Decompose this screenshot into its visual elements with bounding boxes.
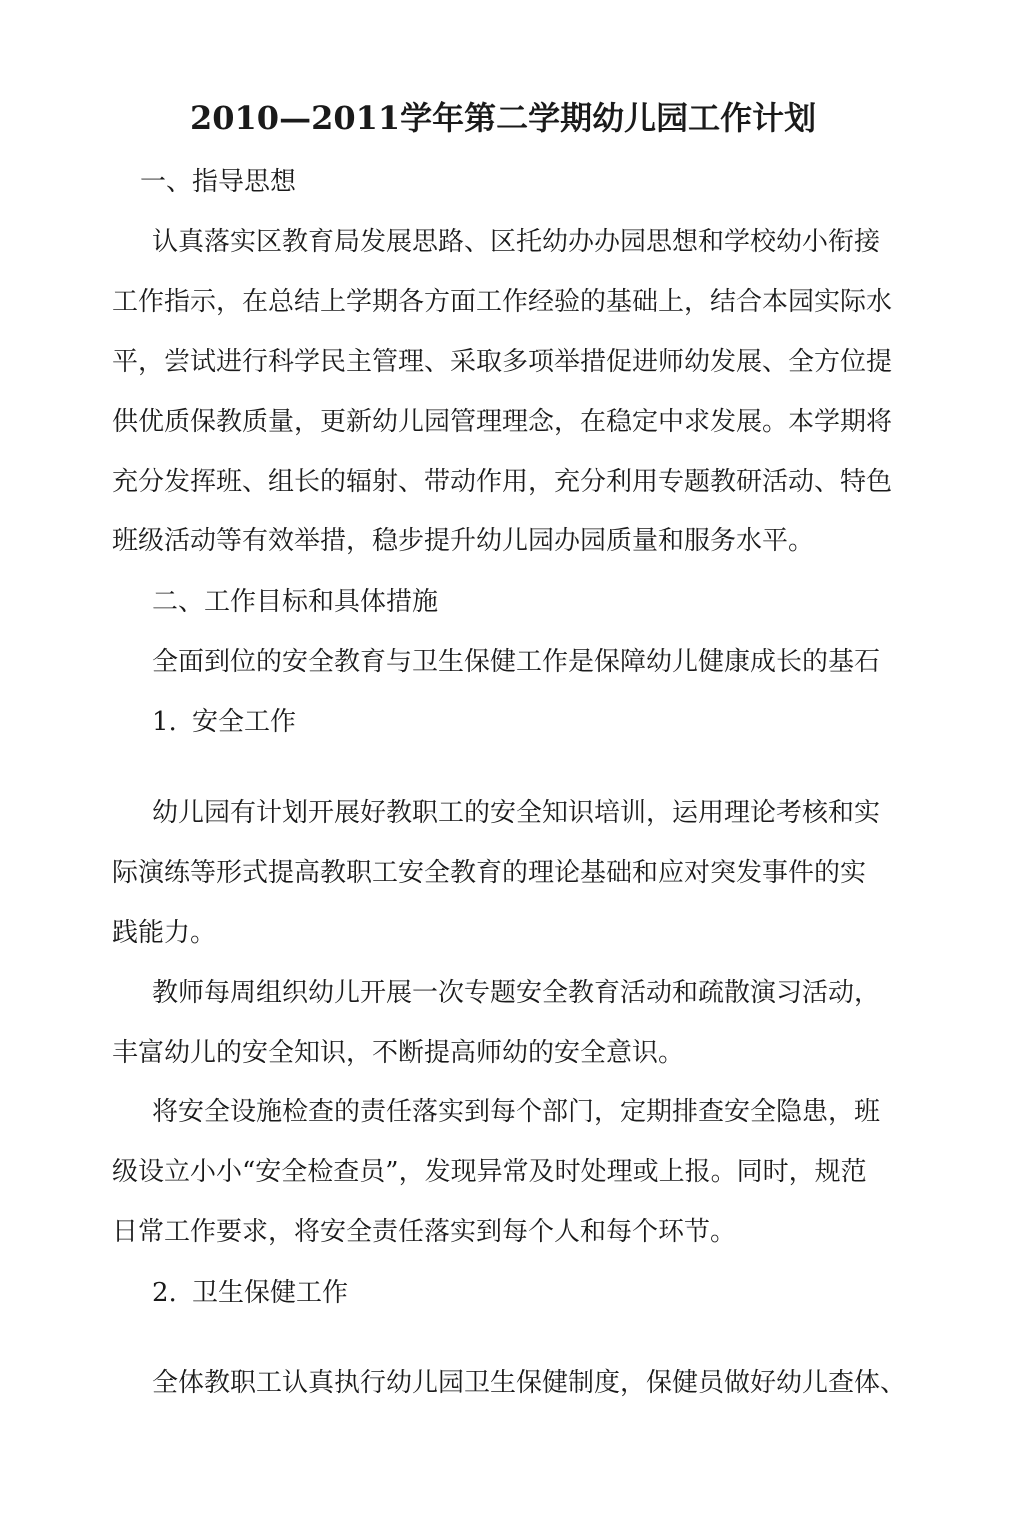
subsection-heading-hygiene: 卫生保健工作	[192, 1278, 349, 1308]
paragraph-line: 将安全设施检查的责任落实到每个部门，定期排查安全隐患，班	[152, 1097, 881, 1127]
paragraph-line: 丰富幼儿的安全知识，不断提高师幼的安全意识。	[112, 1038, 685, 1068]
paragraph-line: 充分发挥班、组长的辐射、带动作用，充分利用专题教研活动、特色	[112, 467, 893, 497]
paragraph-line: 全体教职工认真执行幼儿园卫生保健制度，保健员做好幼儿查体、	[152, 1368, 907, 1398]
paragraph-line: 平，尝试进行科学民主管理、采取多项举措促进师幼发展、全方位提	[112, 347, 893, 377]
section-heading-goals-and-measures: 二、工作目标和具体措施	[152, 587, 439, 617]
subsection-heading-safety: 安全工作	[192, 707, 297, 737]
section-heading-guiding-ideology: 一、指导思想	[140, 167, 297, 197]
paragraph-line: 教师每周组织幼儿开展一次专题安全教育活动和疏散演习活动，	[152, 978, 881, 1008]
subsection-number: 1.	[152, 707, 177, 737]
paragraph-line: 践能力。	[112, 918, 217, 948]
subsection-number: 2.	[152, 1278, 177, 1308]
paragraph-line: 工作指示，在总结上学期各方面工作经验的基础上，结合本园实际水	[112, 287, 893, 317]
paragraph-line: 认真落实区教育局发展思路、区托幼办办园思想和学校幼小衔接	[152, 227, 881, 257]
paragraph-line: 际演练等形式提高教职工安全教育的理论基础和应对突发事件的实	[112, 858, 867, 888]
paragraph-line: 级设立小小“安全检查员”，发现异常及时处理或上报。同时，规范	[112, 1157, 867, 1187]
paragraph-line: 班级活动等有效举措，稳步提升幼儿园办园质量和服务水平。	[112, 526, 815, 556]
paragraph-line: 日常工作要求，将安全责任落实到每个人和每个环节。	[112, 1217, 737, 1247]
section-intro: 全面到位的安全教育与卫生保健工作是保障幼儿健康成长的基石	[152, 647, 881, 677]
document-title: 2010—2011学年第二学期幼儿园工作计划	[190, 99, 817, 137]
paragraph-line: 供优质保教质量，更新幼儿园管理理念，在稳定中求发展。本学期将	[112, 407, 893, 437]
paragraph-line: 幼儿园有计划开展好教职工的安全知识培训，运用理论考核和实	[152, 798, 881, 828]
